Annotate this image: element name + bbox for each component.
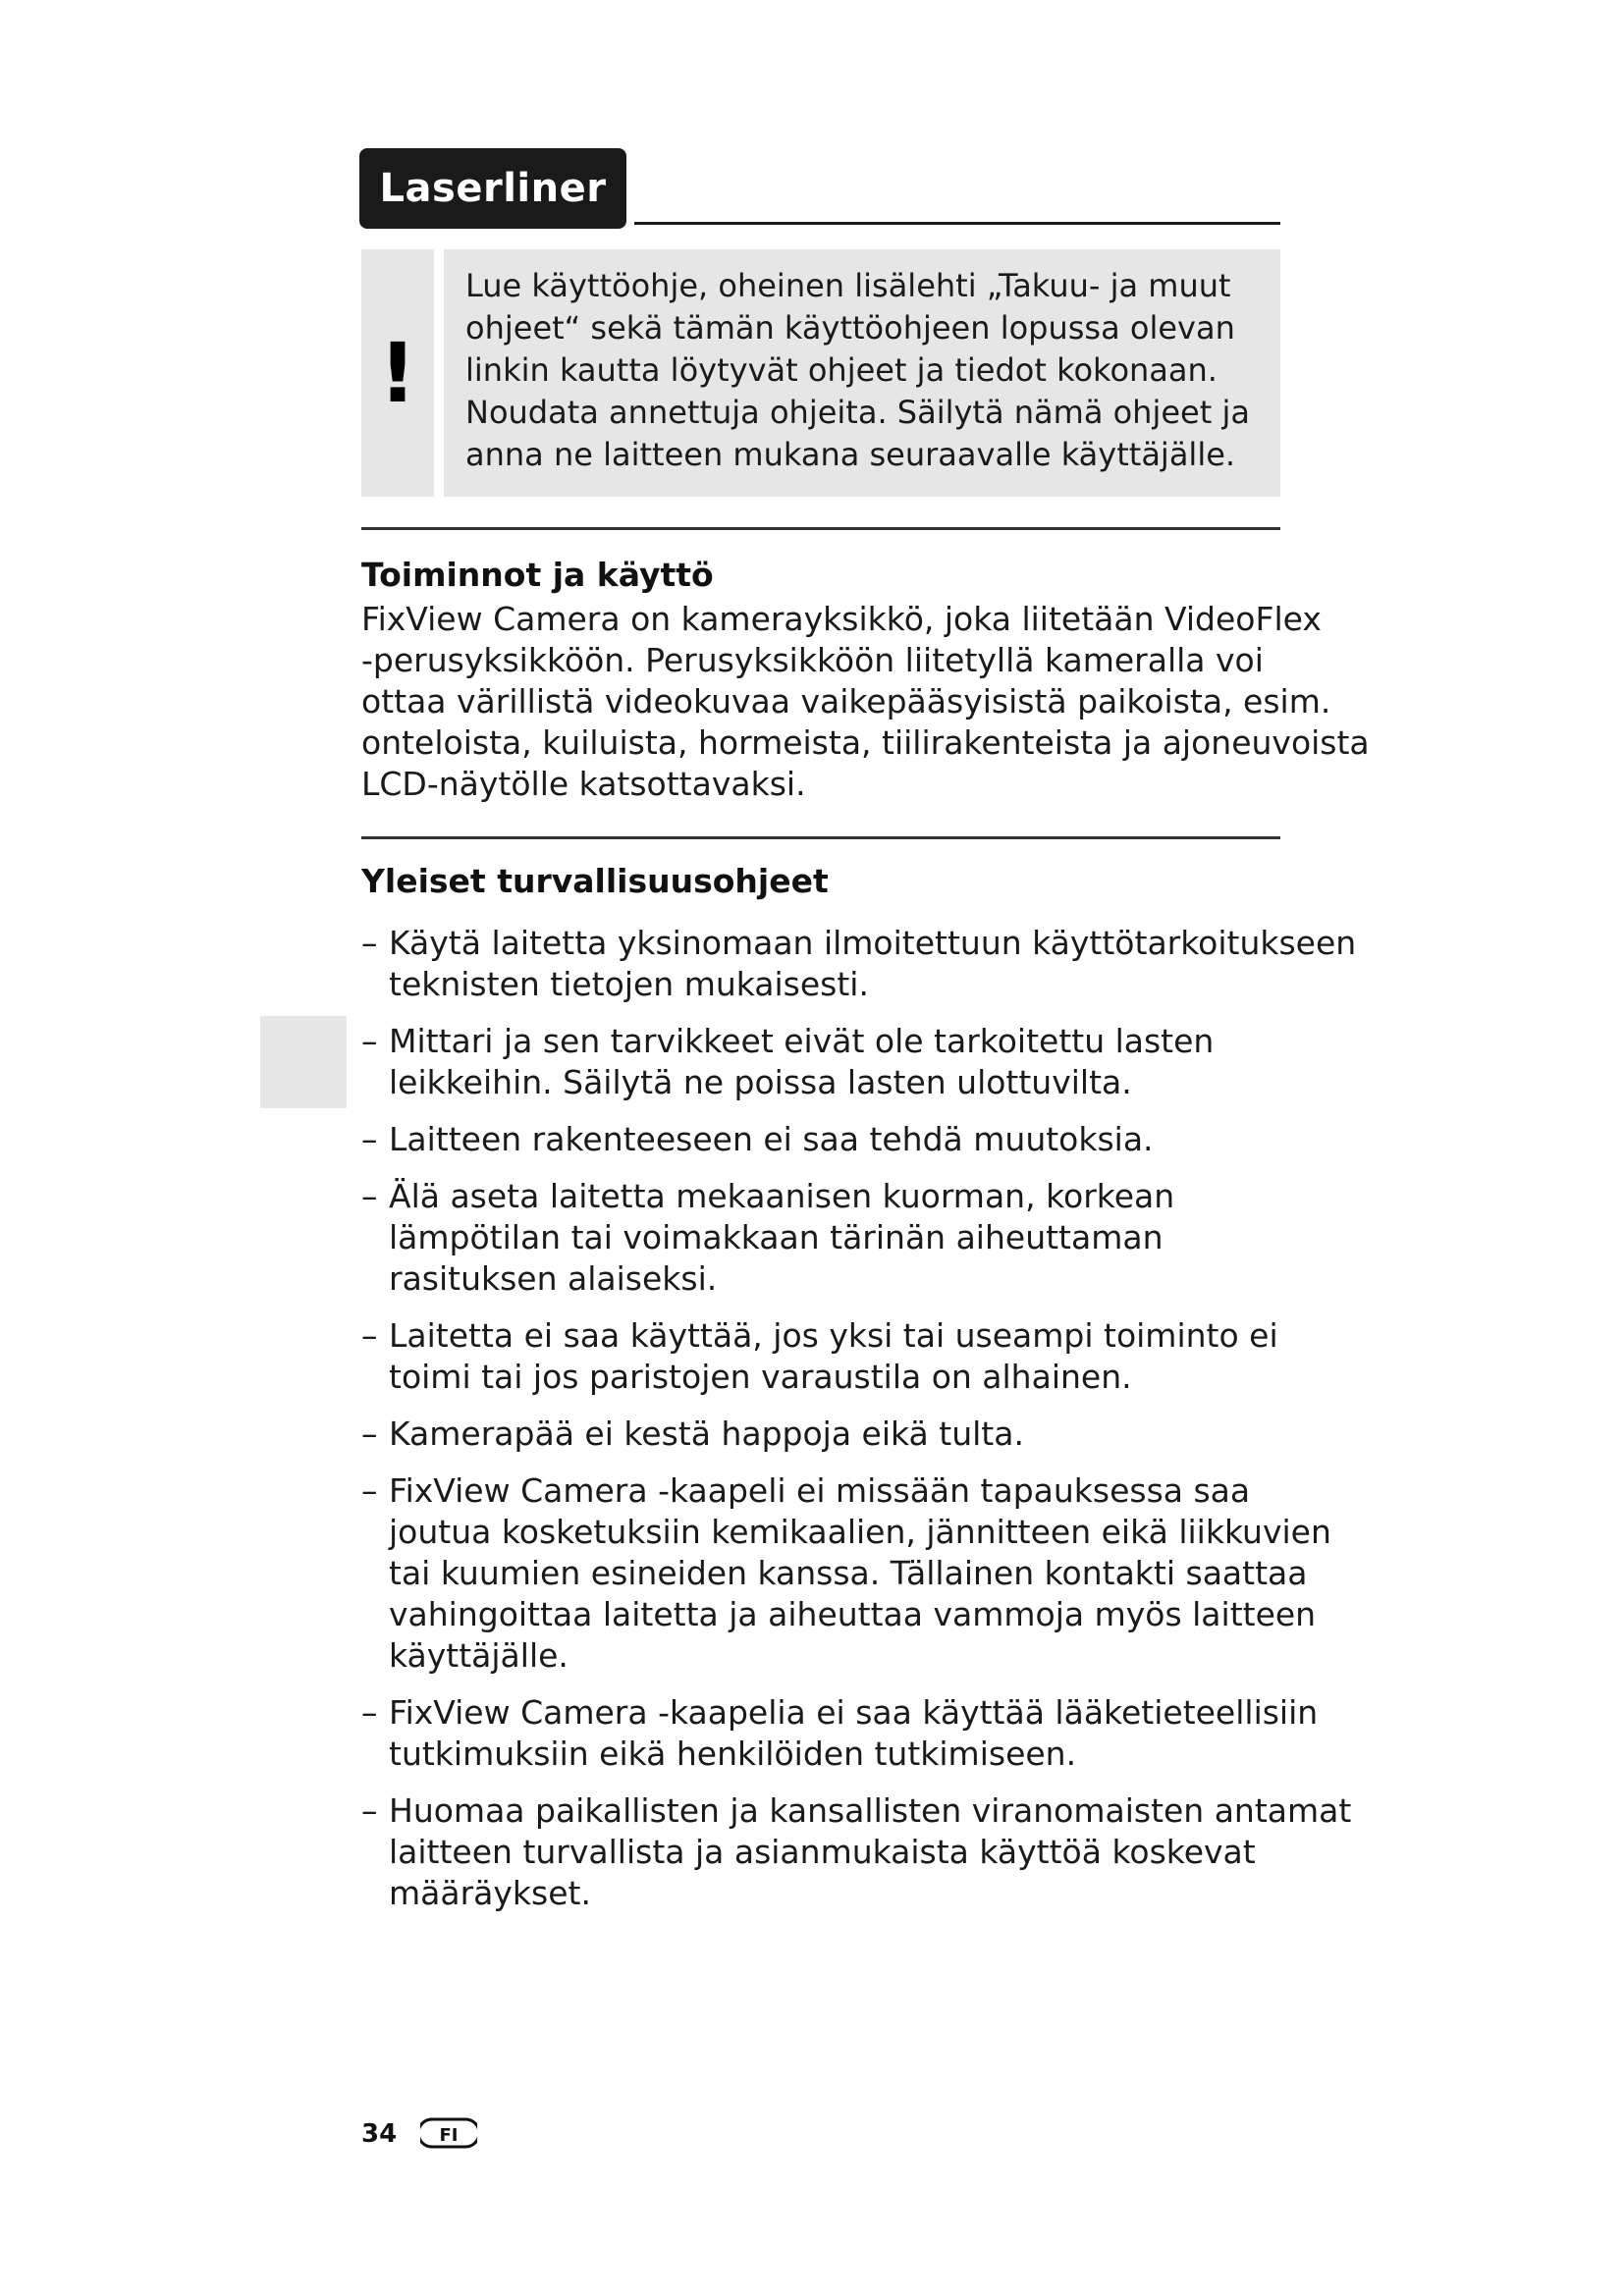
list-item	[361, 1414, 1304, 1455]
item-line: leikkeihin. Säilytä ne poissa lasten ulottuvilta.	[389, 1063, 1132, 1101]
paragraph-line: FixView Camera on kamerayksikkö, joka liitetään VideoFlex	[361, 600, 1322, 638]
item-line: Laitteen rakenteeseen ei saa tehdä muutoksia.	[389, 1120, 1154, 1158]
paragraph-line: -perusyksikköön. Perusyksikköön liitetyllä kameralla voi	[361, 641, 1264, 679]
section-divider	[361, 527, 1280, 530]
item-line: Laitetta ei saa käyttää, jos yksi tai useampi toiminto ei	[389, 1316, 1278, 1355]
item-line: vahingoittaa laitetta ja aiheuttaa vammoja myös laitteen	[389, 1595, 1317, 1633]
exclamation-icon: !	[361, 249, 434, 497]
dash-bullet: –	[361, 1471, 378, 1510]
laserliner-logo: Laserliner	[361, 150, 624, 227]
dash-bullet: –	[361, 1693, 378, 1732]
item-line: joutua kosketuksiin kemikaalien, jännitteen eikä liikkuvien	[389, 1513, 1331, 1551]
item-line: käyttäjälle.	[389, 1636, 568, 1675]
item-line: Kamerapää ei kestä happoja eikä tulta.	[389, 1415, 1024, 1453]
safety-title: Yleiset turvallisuusohjeet	[361, 862, 829, 900]
item-line: määräykset.	[389, 1874, 591, 1912]
dash-bullet: –	[361, 1120, 378, 1158]
list-item	[361, 1315, 1304, 1398]
page-number: 34	[361, 2119, 398, 2149]
paragraph-line: onteloista, kuiluista, hormeista, tiilirakenteista ja ajoneuvoista	[361, 723, 1370, 762]
list-item	[361, 1470, 1331, 1677]
item-line: FixView Camera -kaapeli ei missään tapauksessa saa	[389, 1471, 1251, 1510]
notice-box	[444, 249, 1280, 497]
item-line: teknisten tietojen mukaisesti.	[389, 965, 869, 1003]
functions-paragraph	[361, 599, 1370, 805]
notice-line: linkin kautta löytyvät ohjeet ja tiedot kokonaan.	[465, 351, 1218, 389]
safety-list	[361, 923, 1357, 1930]
language-code: FI	[439, 2125, 459, 2146]
item-line: laitteen turvallista ja asianmukaista käyttöä koskevat	[389, 1833, 1256, 1871]
dash-bullet: –	[361, 1415, 378, 1453]
list-item	[361, 1790, 1352, 1914]
list-item	[361, 1692, 1319, 1775]
list-item	[361, 1176, 1304, 1300]
dash-bullet: –	[361, 1316, 378, 1355]
dash-bullet: –	[361, 1177, 378, 1215]
dash-bullet: –	[361, 924, 378, 962]
item-line: Mittari ja sen tarvikkeet eivät ole tarkoitettu lasten	[389, 1022, 1215, 1060]
item-line: FixView Camera -kaapelia ei saa käyttää lääketieteellisiin	[389, 1693, 1319, 1732]
item-line: rasituksen alaiseksi.	[389, 1259, 718, 1298]
item-line: toimi tai jos paristojen varaustila on alhainen.	[389, 1358, 1132, 1396]
item-line: Älä aseta laitetta mekaanisen kuorman, korkean	[389, 1177, 1175, 1215]
language-badge-icon	[420, 2116, 477, 2150]
item-line: tutkimuksiin eikä henkilöiden tutkimiseen.	[389, 1735, 1077, 1773]
notice-line: ohjeet“ sekä tämän käyttöohjeen lopussa olevan	[465, 309, 1235, 347]
item-line: Käytä laitetta yksinomaan ilmoitettuun käyttötarkoitukseen	[389, 924, 1357, 962]
notice-line: Lue käyttöohje, oheinen lisälehti „Takuu- ja muut	[465, 267, 1231, 304]
dash-bullet: –	[361, 1791, 378, 1830]
list-item	[361, 1119, 1304, 1160]
paragraph-line: ottaa värillistä videokuvaa vaikepääsyisistä paikoista, esim.	[361, 682, 1331, 721]
list-item	[361, 923, 1357, 1005]
notice-line: anna ne laitteen mukana seuraavalle käyttäjälle.	[465, 436, 1236, 473]
paragraph-line: LCD-näytölle katsottavaksi.	[361, 765, 806, 803]
dash-bullet: –	[361, 1022, 378, 1060]
item-line: tai kuumien esineiden kanssa. Tällainen kontakti saattaa	[389, 1554, 1308, 1592]
side-tab-marker	[260, 1016, 347, 1108]
notice-line: Noudata annettuja ohjeita. Säilytä nämä ohjeet ja	[465, 394, 1250, 431]
section-divider	[361, 836, 1280, 839]
functions-title: Toiminnot ja käyttö	[361, 556, 714, 594]
item-line: lämpötilan tai voimakkaan tärinän aiheuttaman	[389, 1218, 1164, 1256]
item-line: Huomaa paikallisten ja kansallisten viranomaisten antamat	[389, 1791, 1352, 1830]
header-rule	[634, 222, 1280, 225]
list-item	[361, 1021, 1304, 1103]
